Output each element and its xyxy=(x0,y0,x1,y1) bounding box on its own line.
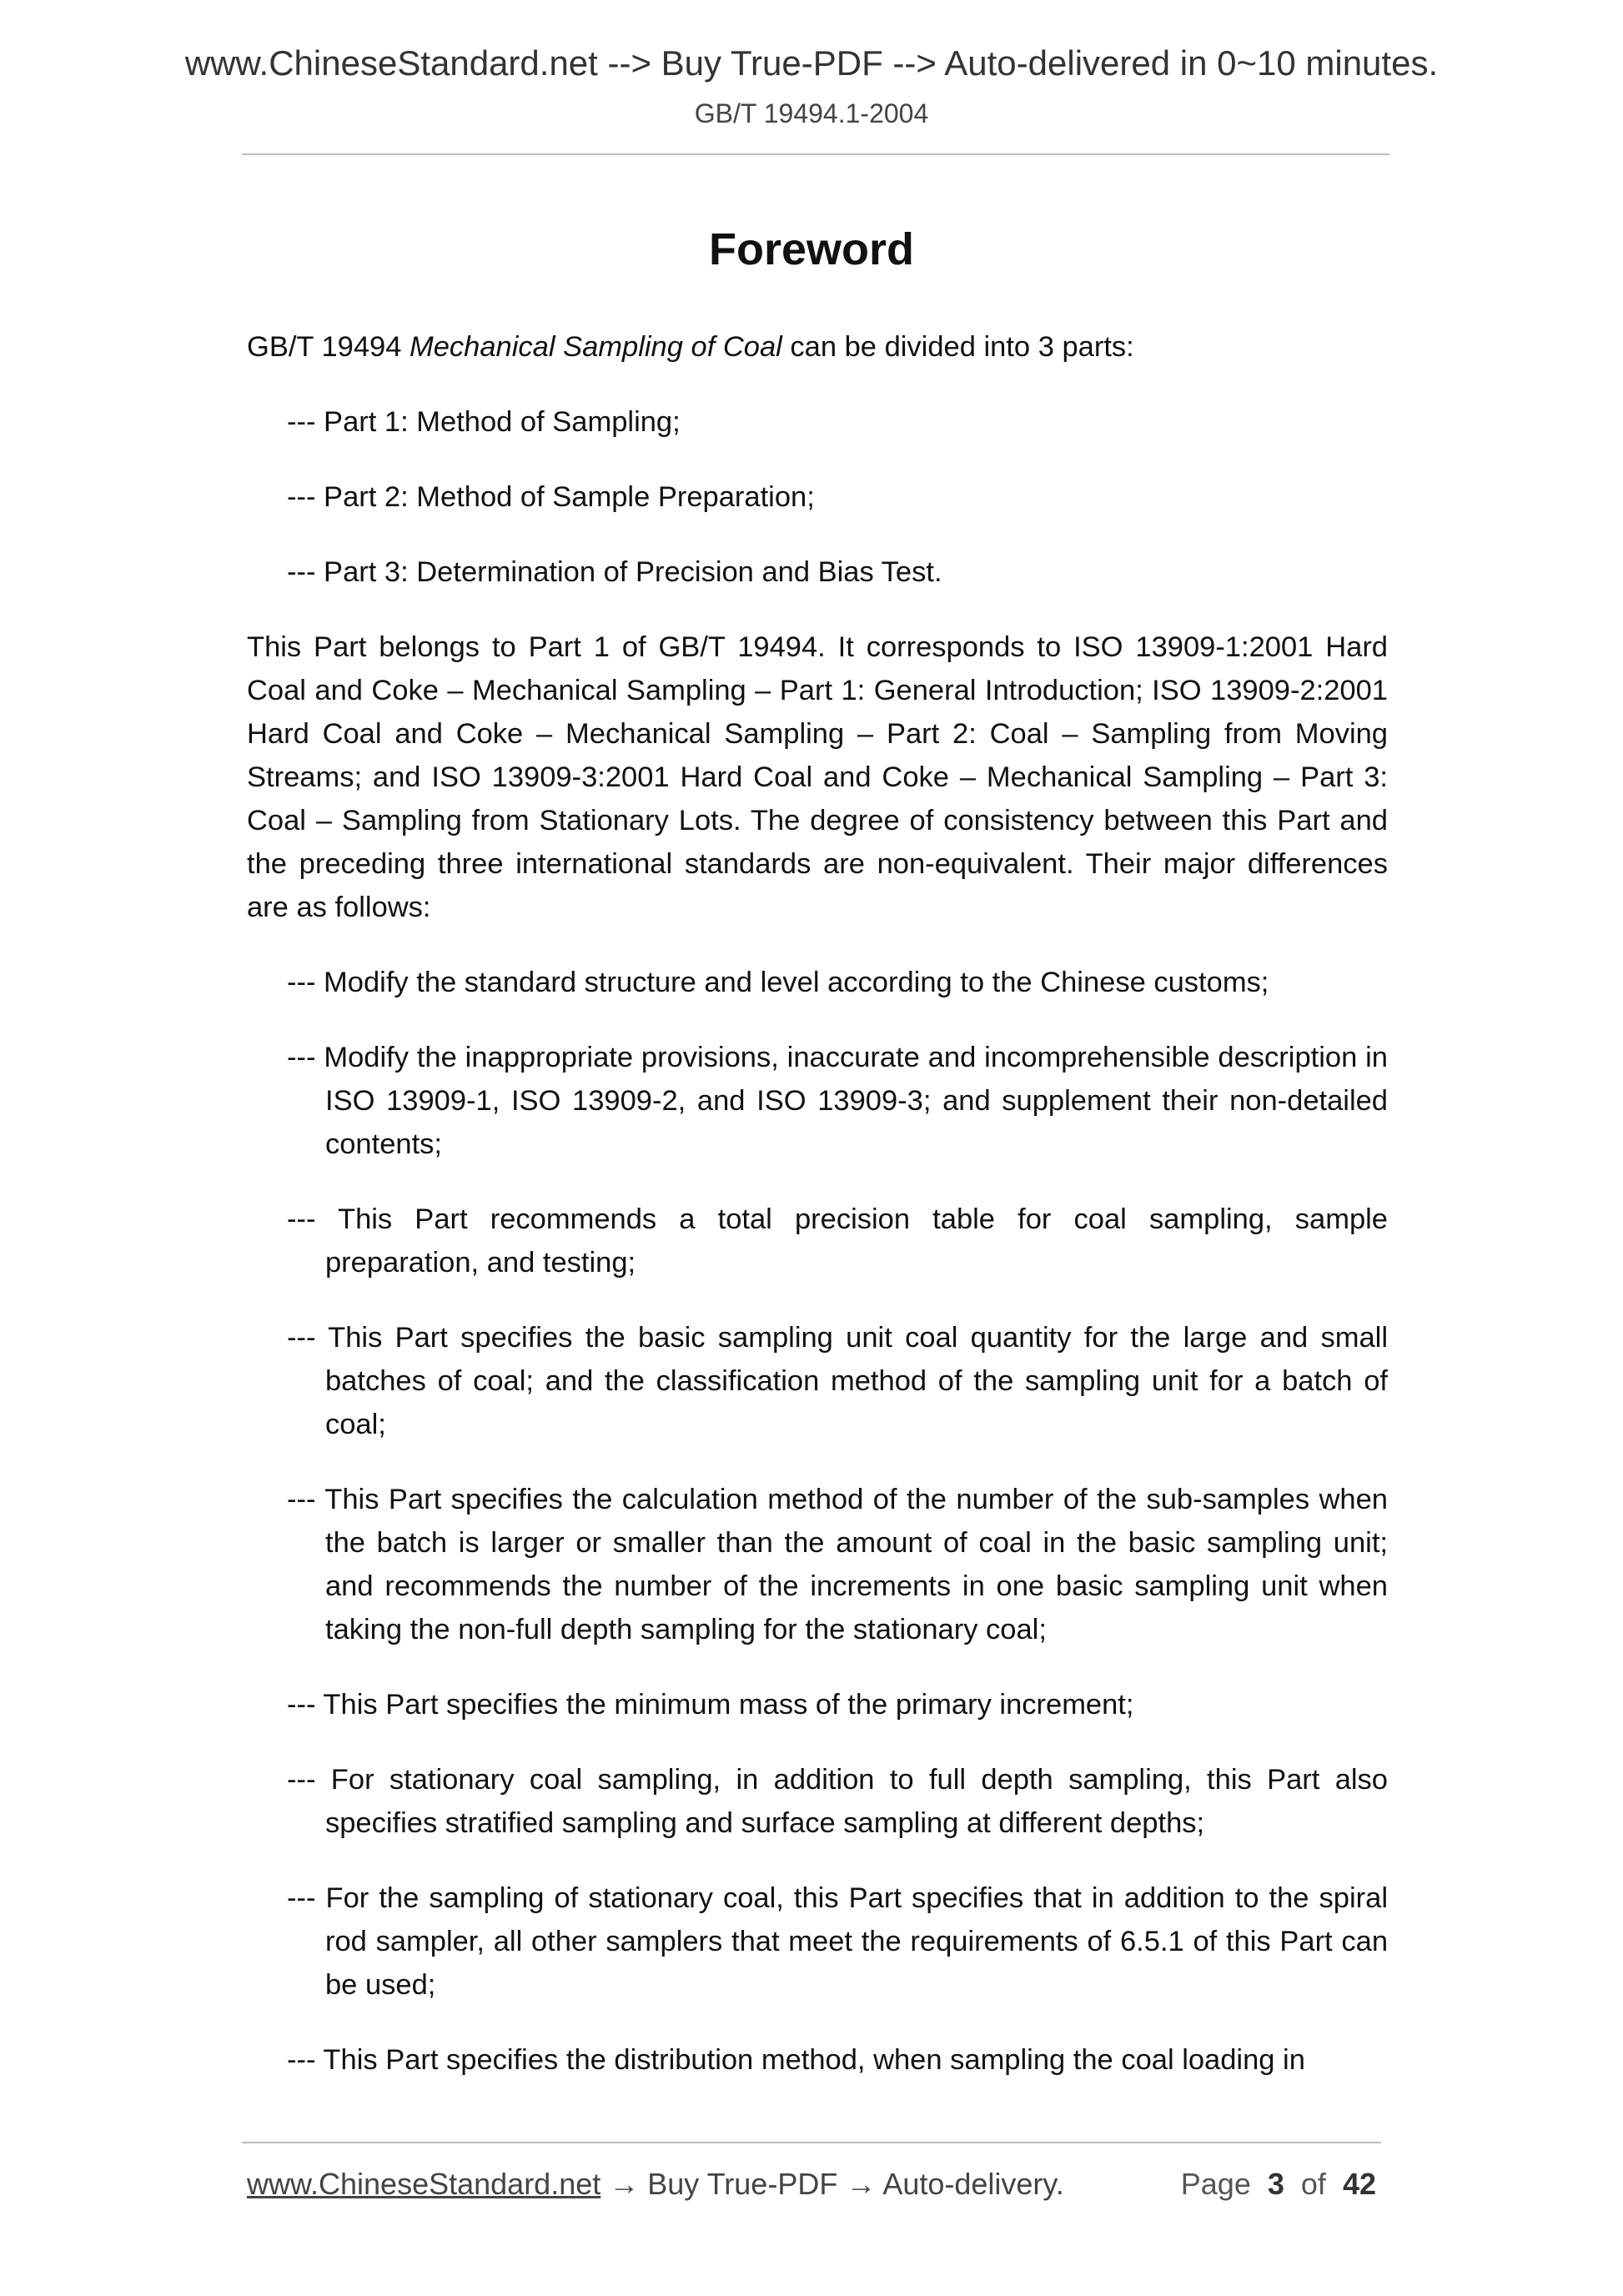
correspondence-paragraph: This Part belongs to Part 1 of GB/T 19494. It corresponds to ISO 13909-1:2001 Hard Coal and Coke – Mechanical Sampling – Part 1: General Introduction; ISO 13909-2:2001 Hard Coal and Coke – Mechanical Sampling – Part 2: Coal – Sampling from Moving Streams; and ISO 13909-3:2001 Hard Coal and Coke – Mechanical Sampling – Part 3: Coal – Sampling from Stationary Lots. The degree of consistency between this Part and the preceding three international standards are non-equivalent. Their major differences are as follows: xyxy=(247,631,1388,923)
intro-suffix: can be divided into 3 parts: xyxy=(781,331,1134,363)
intro-prefix: GB/T 19494 xyxy=(247,331,410,363)
part-list-item: --- Part 2: Method of Sample Preparation; xyxy=(287,481,815,513)
intro-standard-title: Mechanical Sampling of Coal xyxy=(410,331,782,363)
page-total: 42 xyxy=(1342,2167,1376,2201)
footer-divider xyxy=(242,2142,1381,2143)
header-divider xyxy=(242,153,1389,155)
difference-item: --- This Part specifies the distribution method, when sampling the coal loading in xyxy=(287,2044,1305,2076)
part-list-item: --- Part 1: Method of Sampling; xyxy=(287,406,681,438)
document-body xyxy=(247,325,1388,2082)
difference-item: --- Modify the inappropriate provisions, inaccurate and incomprehensible description in ISO 13909-1, ISO 13909-2, and ISO 13909-3; and supplement their non-detailed contents; xyxy=(287,1042,1388,1160)
page-number: Page 3 of 42 xyxy=(1180,2167,1376,2201)
part-list-item: --- Part 3: Determination of Precision and Bias Test. xyxy=(287,556,942,588)
difference-item: --- This Part recommends a total precision table for coal sampling, sample preparation, and testing; xyxy=(287,1203,1388,1279)
footer-promo-text: → Buy True-PDF → Auto-delivery. xyxy=(600,2167,1064,2201)
difference-item: --- For stationary coal sampling, in addition to full depth sampling, this Part also specifies stratified sampling and surface sampling at different depths; xyxy=(287,1764,1388,1839)
difference-item: --- Modify the standard structure and level according to the Chinese customs; xyxy=(287,967,1269,998)
standard-code: GB/T 19494.1-2004 xyxy=(694,98,929,128)
footer-promo xyxy=(247,2167,1064,2202)
intro-paragraph xyxy=(247,325,1388,369)
page-title: Foreword xyxy=(708,224,914,274)
page-current: 3 xyxy=(1267,2167,1284,2201)
site-banner: www.ChineseStandard.net --> Buy True-PDF --> Auto-delivered in 0~10 minutes. xyxy=(184,43,1439,83)
difference-item: --- This Part specifies the calculation method of the number of the sub-samples when the batch is larger or smaller than the amount of coal in the basic sampling unit; and recommends the number of the increments in one basic sampling unit when taking the non-full depth sampling for the stationary coal; xyxy=(287,1484,1388,1645)
footer-site-link[interactable]: www.ChineseStandard.net xyxy=(247,2167,601,2201)
difference-item: --- For the sampling of stationary coal, this Part specifies that in addition to the spiral rod sampler, all other samplers that meet the requirements of 6.5.1 of this Part can be used; xyxy=(287,1882,1388,2001)
difference-item: --- This Part specifies the basic sampling unit coal quantity for the large and small batches of coal; and the classification method of the sampling unit for a batch of coal; xyxy=(287,1322,1388,1440)
difference-item: --- This Part specifies the minimum mass of the primary increment; xyxy=(287,1689,1134,1721)
